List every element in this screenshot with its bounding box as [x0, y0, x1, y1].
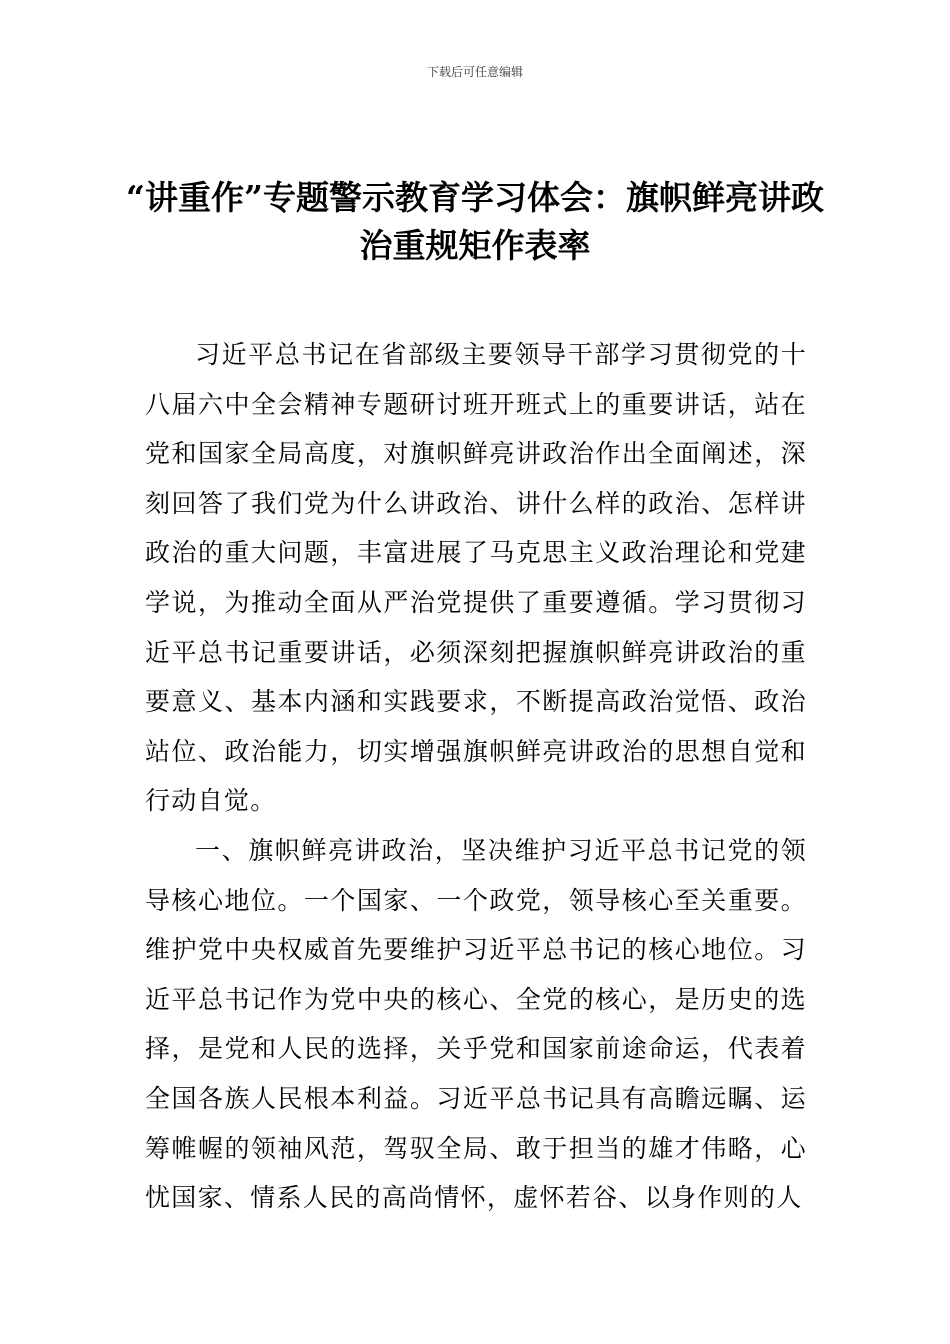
paragraph-section-1: 一、旗帜鲜亮讲政治，坚决维护习近平总书记党的领导核心地位。一个国家、一个政党，领导核心至关重要。维护党中央权威首先要维护习近平总书记的核心地位。习近平总书记作为党中央的核心、全党的核心，是历史的选择，是党和人民的选择，关乎党和国家前途命运，代表着全国各族人民根本利益。习近平总书记具有高瞻远瞩、运筹帷幄的领袖风范，驾驭全局、敢于担当的雄才伟略，心忧国家、情系人民的高尚情怀，虚怀若谷、以身作则的人: [145, 835, 807, 1213]
header-note: 下载后可任意编辑: [426, 65, 523, 79]
document-body: [145, 330, 807, 1223]
document-title: “讲重作”专题警示教育学习体会：旗帜鲜亮讲政治重规矩作表率: [126, 178, 824, 265]
paragraph-intro: 习近平总书记在省部级主要领导干部学习贯彻党的十八届六中全会精神专题研讨班开班式上的重要讲话，站在党和国家全局高度，对旗帜鲜亮讲政治作出全面阐述，深刻回答了我们党为什么讲政治、讲什么样的政治、怎样讲政治的重大问题，丰富进展了马克思主义政治理论和党建学说，为推动全面从严治党提供了重要遵循。学习贯彻习近平总书记重要讲话，必须深刻把握旗帜鲜亮讲政治的重要意义、基本内涵和实践要求，不断提高政治觉悟、政治站位、政治能力，切实增强旗帜鲜亮讲政治的思想自觉和行动自觉。: [145, 340, 807, 816]
